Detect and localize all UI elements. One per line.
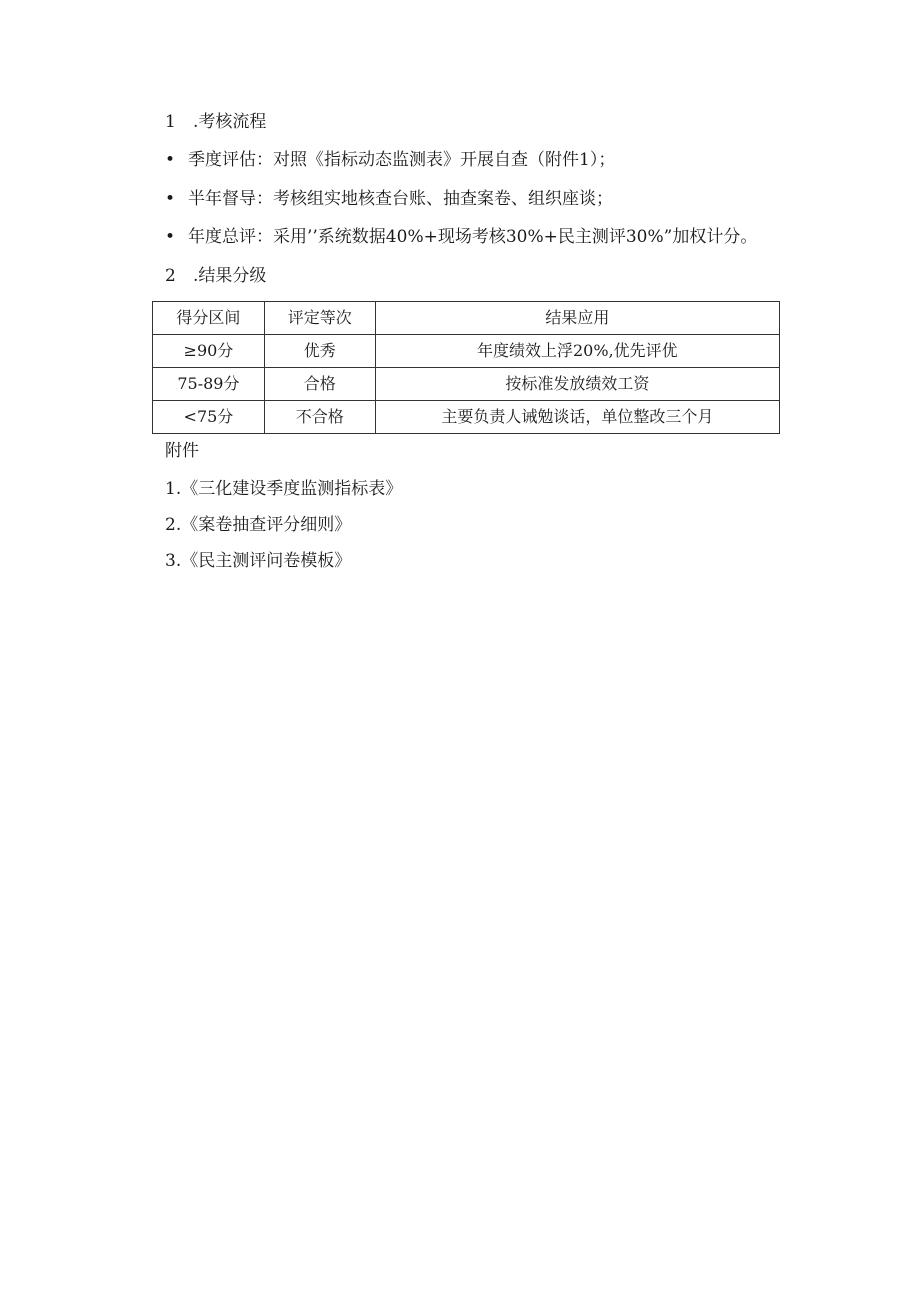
table-cell: 优秀 [264, 335, 375, 368]
table-cell: ≥90分 [153, 335, 265, 368]
grading-table [152, 301, 780, 434]
bullet-icon: • [165, 227, 176, 247]
bullet-item-text: 年度总评：采用’’系统数据40%+现场考核30%+民主测评30%”加权计分。 [188, 227, 758, 247]
attachment-item: 2.《案卷抽查评分细则》 [165, 515, 352, 535]
bullet-item-text: 半年督导：考核组实地核查台账、抽查案卷、组织座谈； [188, 189, 613, 209]
section-1-title-text: .考核流程 [193, 112, 267, 132]
table-header-cell: 得分区间 [153, 302, 265, 335]
table-row [153, 335, 780, 368]
table-header-row [153, 302, 780, 335]
section-2-title [165, 265, 266, 287]
section-2-title-text: .结果分级 [193, 266, 267, 286]
attachment-item: 1.《三化建设季度监测指标表》 [165, 479, 403, 499]
table-cell: 年度绩效上浮20%,优先评优 [375, 335, 779, 368]
table-header-cell: 评定等次 [264, 302, 375, 335]
attachments-heading: 附件 [165, 441, 199, 461]
table-header-cell: 结果应用 [375, 302, 779, 335]
section-1-title [165, 111, 266, 133]
table-row [153, 401, 780, 434]
bullet-item-text: 季度评估：对照《指标动态监测表》开展自查（附件1）； [188, 150, 616, 170]
table-cell: 按标准发放绩效工资 [375, 368, 779, 401]
section-1-number: 1 [165, 112, 176, 132]
table-cell: 不合格 [264, 401, 375, 434]
table-cell: 合格 [264, 368, 375, 401]
attachment-item: 3.《民主测评问卷模板》 [165, 551, 352, 571]
bullet-item [165, 226, 757, 248]
section-2-number: 2 [165, 266, 176, 286]
bullet-icon: • [165, 150, 176, 170]
table-cell: 75-89分 [153, 368, 265, 401]
table-cell: <75分 [153, 401, 265, 434]
bullet-item [165, 188, 613, 210]
bullet-icon: • [165, 189, 176, 209]
table-cell: 主要负责人诫勉谈话，单位整改三个月 [375, 401, 779, 434]
bullet-item [165, 149, 615, 171]
table-row [153, 368, 780, 401]
